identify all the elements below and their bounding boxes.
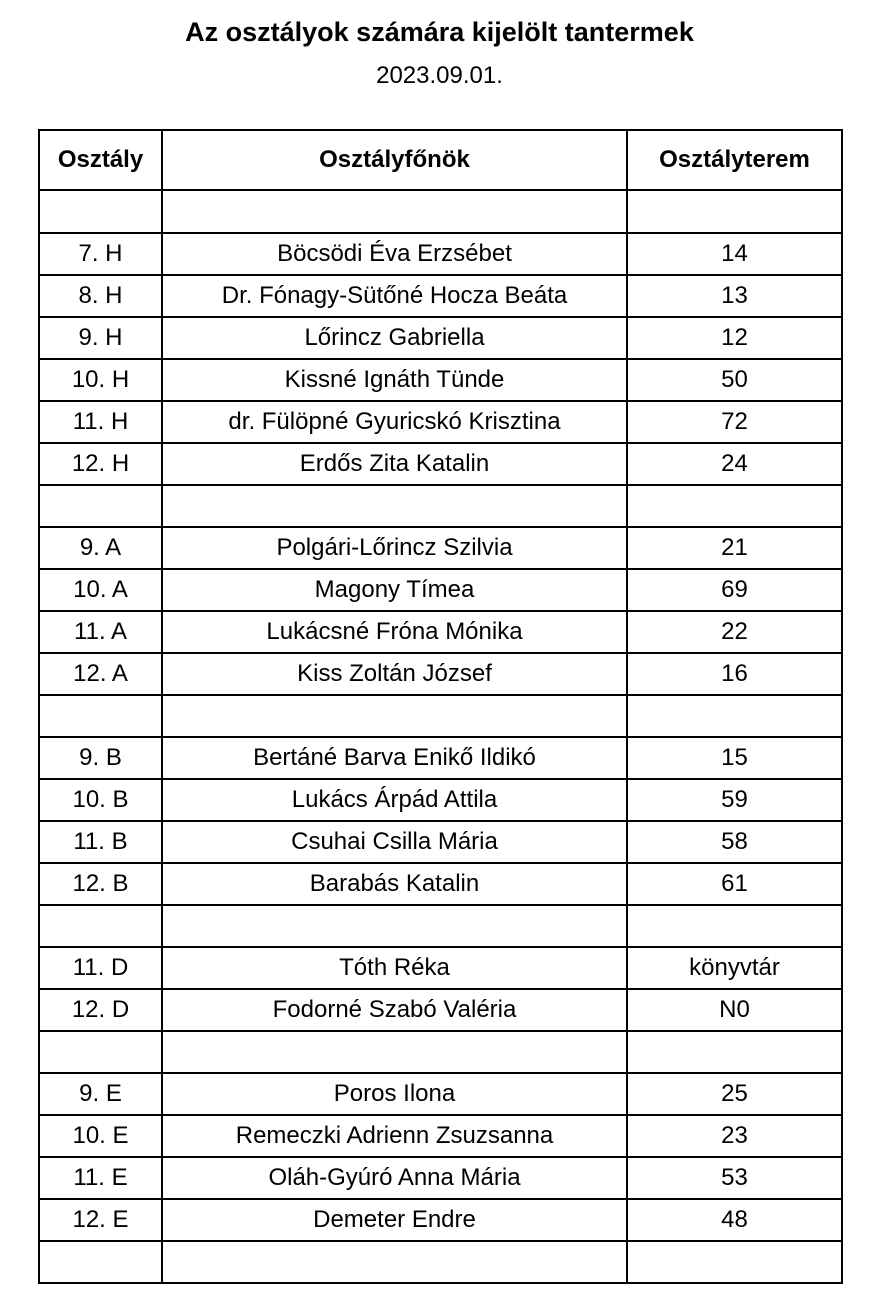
cell-head-teacher [162,190,627,233]
table-row [39,947,842,989]
table-row [39,863,842,905]
cell-head-teacher: Böcsödi Éva Erzsébet [162,233,627,275]
cell-class: 11. H [39,401,162,443]
cell-classroom: 13 [627,275,842,317]
spacer-row [39,190,842,233]
cell-classroom [627,190,842,233]
classroom-table [38,129,843,1284]
cell-head-teacher [162,695,627,737]
cell-head-teacher: Erdős Zita Katalin [162,443,627,485]
cell-classroom [627,905,842,947]
cell-class: 12. H [39,443,162,485]
cell-head-teacher: dr. Fülöpné Gyuricskó Krisztina [162,401,627,443]
cell-classroom: 72 [627,401,842,443]
spacer-row [39,1031,842,1073]
spacer-row [39,1241,842,1283]
cell-classroom: 25 [627,1073,842,1115]
cell-head-teacher: Lukácsné Fróna Mónika [162,611,627,653]
table-row [39,401,842,443]
cell-head-teacher: Csuhai Csilla Mária [162,821,627,863]
cell-head-teacher: Poros Ilona [162,1073,627,1115]
cell-class [39,695,162,737]
cell-class [39,1241,162,1283]
cell-classroom: 14 [627,233,842,275]
cell-classroom: 21 [627,527,842,569]
spacer-row [39,905,842,947]
cell-head-teacher [162,485,627,527]
column-header-head-teacher: Osztályfőnök [162,130,627,190]
table-header [39,130,842,190]
column-header-classroom: Osztályterem [627,130,842,190]
table-row [39,989,842,1031]
cell-class: 11. A [39,611,162,653]
table-row [39,653,842,695]
cell-classroom [627,695,842,737]
page-date: 2023.09.01. [376,62,503,89]
cell-classroom: 12 [627,317,842,359]
table-row [39,779,842,821]
cell-class [39,485,162,527]
cell-class: 10. A [39,569,162,611]
cell-head-teacher: Lukács Árpád Attila [162,779,627,821]
cell-classroom: 69 [627,569,842,611]
cell-class: 12. E [39,1199,162,1241]
cell-classroom [627,1241,842,1283]
cell-classroom [627,485,842,527]
column-header-class: Osztály [39,130,162,190]
table-row [39,233,842,275]
cell-class: 11. B [39,821,162,863]
cell-classroom: 16 [627,653,842,695]
cell-head-teacher: Kissné Ignáth Tünde [162,359,627,401]
cell-class: 8. H [39,275,162,317]
page-title: Az osztályok számára kijelölt tantermek [185,17,694,47]
table-row [39,611,842,653]
cell-head-teacher: Lőrincz Gabriella [162,317,627,359]
cell-class: 12. A [39,653,162,695]
cell-class [39,1031,162,1073]
cell-class: 9. A [39,527,162,569]
cell-head-teacher: Bertáné Barva Enikő Ildikó [162,737,627,779]
table-row [39,527,842,569]
cell-classroom: 23 [627,1115,842,1157]
cell-class: 12. B [39,863,162,905]
spacer-row [39,695,842,737]
cell-classroom: könyvtár [627,947,842,989]
cell-classroom: 50 [627,359,842,401]
table-row [39,737,842,779]
table-row [39,1157,842,1199]
cell-head-teacher: Magony Tímea [162,569,627,611]
cell-head-teacher: Barabás Katalin [162,863,627,905]
cell-head-teacher: Oláh-Gyúró Anna Mária [162,1157,627,1199]
cell-class: 9. E [39,1073,162,1115]
cell-head-teacher: Remeczki Adrienn Zsuzsanna [162,1115,627,1157]
cell-classroom: N0 [627,989,842,1031]
cell-class: 10. H [39,359,162,401]
cell-class [39,190,162,233]
cell-head-teacher: Dr. Fónagy-Sütőné Hocza Beáta [162,275,627,317]
cell-class: 11. E [39,1157,162,1199]
cell-class: 10. B [39,779,162,821]
cell-classroom: 58 [627,821,842,863]
cell-class: 10. E [39,1115,162,1157]
cell-classroom: 24 [627,443,842,485]
cell-class: 11. D [39,947,162,989]
table-row [39,569,842,611]
cell-classroom: 48 [627,1199,842,1241]
table-row [39,317,842,359]
cell-head-teacher: Kiss Zoltán József [162,653,627,695]
cell-classroom: 61 [627,863,842,905]
cell-classroom [627,1031,842,1073]
spacer-row [39,485,842,527]
cell-class: 7. H [39,233,162,275]
cell-head-teacher: Demeter Endre [162,1199,627,1241]
cell-head-teacher [162,1031,627,1073]
cell-classroom: 59 [627,779,842,821]
cell-head-teacher: Tóth Réka [162,947,627,989]
table-row [39,821,842,863]
cell-class: 9. B [39,737,162,779]
cell-class [39,905,162,947]
table-row [39,1115,842,1157]
table-row [39,359,842,401]
table-row [39,275,842,317]
cell-classroom: 22 [627,611,842,653]
cell-class: 9. H [39,317,162,359]
cell-head-teacher: Fodorné Szabó Valéria [162,989,627,1031]
table-row [39,1073,842,1115]
cell-class: 12. D [39,989,162,1031]
table-row [39,1199,842,1241]
cell-classroom: 15 [627,737,842,779]
cell-head-teacher: Polgári-Lőrincz Szilvia [162,527,627,569]
cell-classroom: 53 [627,1157,842,1199]
table-row [39,443,842,485]
header-row [39,130,842,190]
table-body [39,190,842,1283]
cell-head-teacher [162,905,627,947]
cell-head-teacher [162,1241,627,1283]
